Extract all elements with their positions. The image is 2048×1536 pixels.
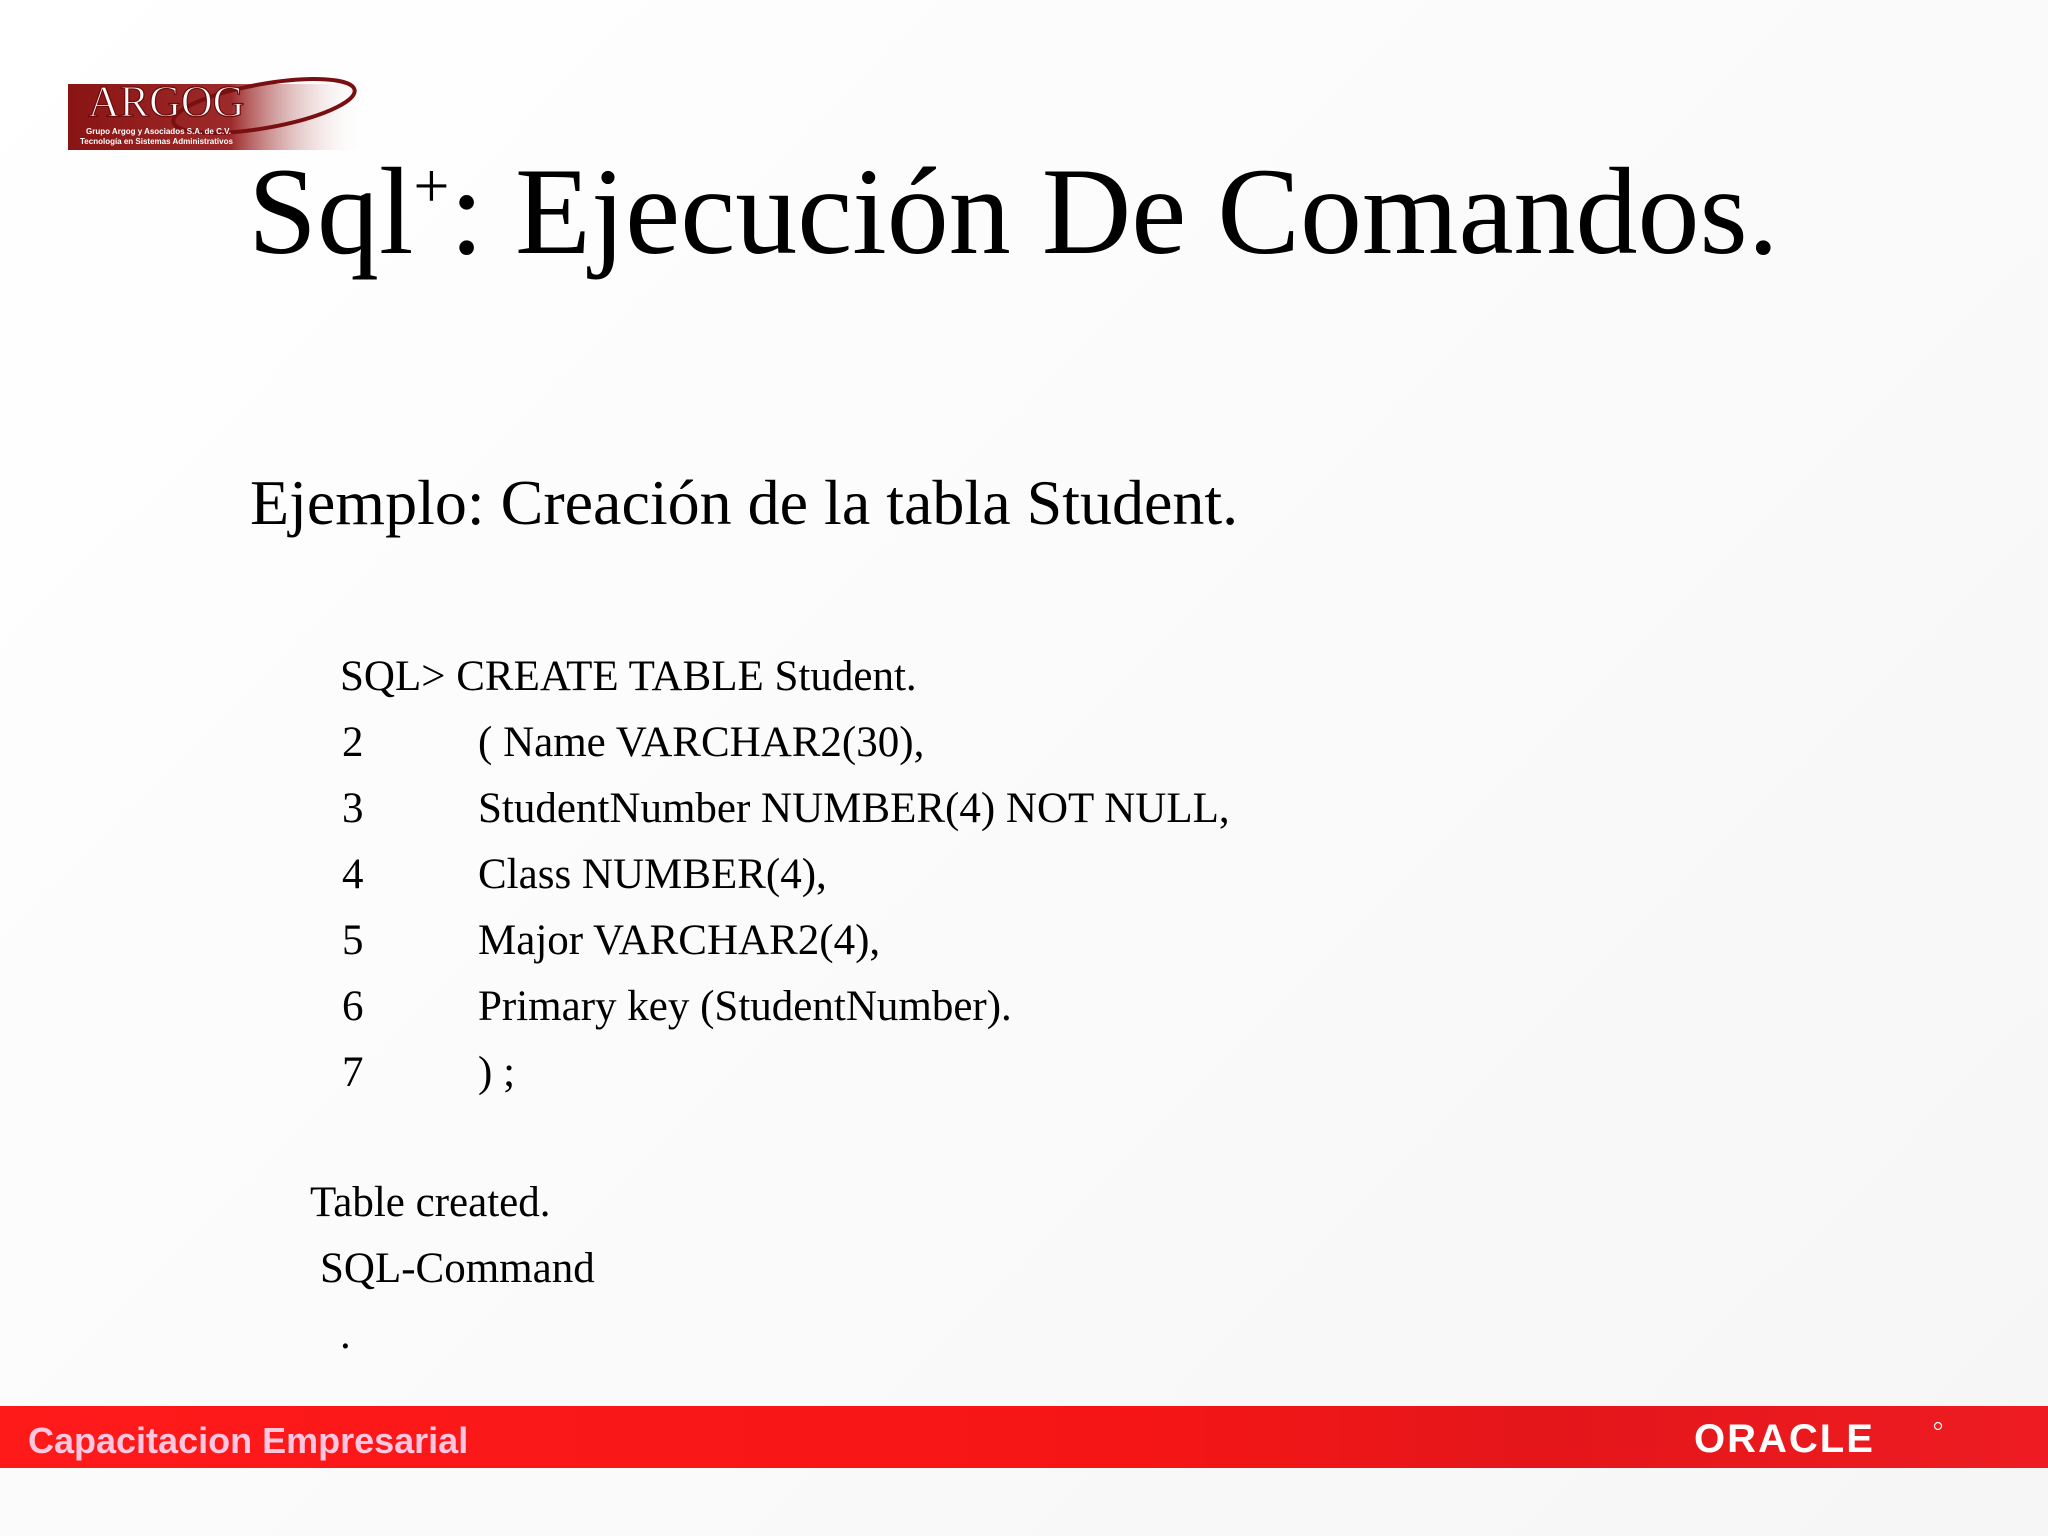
title-rest: : Ejecución De Comandos.: [449, 143, 1779, 280]
code-line: ( Name VARCHAR2(30),: [478, 719, 925, 766]
line-number: 3: [342, 785, 364, 832]
code-line: Class NUMBER(4),: [478, 851, 827, 898]
trailing-dot: .: [340, 1311, 351, 1358]
result-message: Table created.: [310, 1179, 551, 1226]
line-number: 4: [342, 851, 364, 898]
code-line: StudentNumber NUMBER(4) NOT NULL,: [478, 785, 1230, 832]
line-number: 7: [342, 1049, 364, 1096]
oracle-logo: [1694, 1418, 1944, 1458]
example-heading: Ejemplo: Creación de la tabla Student.: [250, 467, 1239, 538]
code-line: Major VARCHAR2(4),: [478, 917, 881, 964]
argog-logo: [68, 74, 364, 150]
line-number: 5: [342, 917, 364, 964]
svg-text:ARGOG: ARGOG: [88, 77, 245, 126]
svg-text:Tecnología en Sistemas Adminis: Tecnología en Sistemas Administrativos: [80, 137, 233, 146]
line-number: 6: [342, 983, 364, 1030]
svg-text:ORACLE: ORACLE: [1694, 1418, 1875, 1458]
code-line: Primary key (StudentNumber).: [478, 983, 1012, 1030]
svg-text:Grupo Argog y Asociados S.A. d: Grupo Argog y Asociados S.A. de C.V.: [86, 127, 231, 136]
footer-label: Capacitacion Empresarial: [28, 1420, 469, 1461]
sql-prompt-line: SQL> CREATE TABLE Student.: [340, 653, 917, 700]
line-number: 2: [342, 719, 364, 766]
sql-command-label: SQL-Command: [320, 1245, 595, 1292]
code-line: ) ;: [478, 1049, 516, 1096]
title-prefix: Sql: [248, 143, 414, 280]
title-superscript: +: [413, 150, 450, 221]
slide-title: [248, 143, 1779, 280]
